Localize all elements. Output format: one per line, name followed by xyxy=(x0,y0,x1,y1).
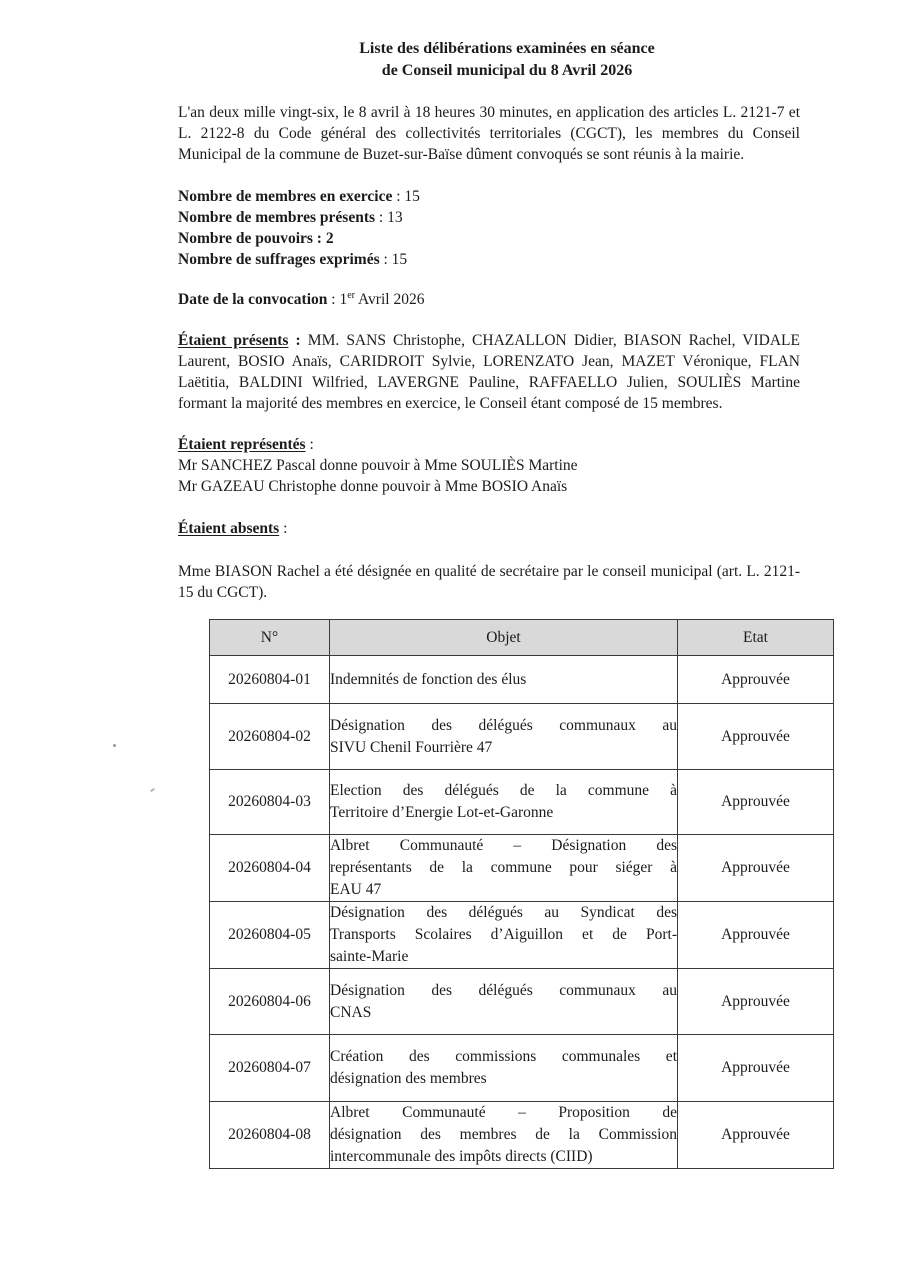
objet-line: Election des délégués de la commune à xyxy=(330,782,677,799)
objet-line: Transports Scolaires d’Aiguillon et de Port- xyxy=(330,926,677,943)
table-cell-etat: Approuvée xyxy=(678,770,834,835)
table-row xyxy=(210,704,834,770)
table-cell-etat: Approuvée xyxy=(678,969,834,1035)
table-row xyxy=(210,656,834,704)
table-cell-etat: Approuvée xyxy=(678,656,834,704)
table-row xyxy=(210,969,834,1035)
table-cell-objet xyxy=(330,1102,678,1169)
table-cell-num: 20260804-02 xyxy=(210,704,330,770)
count-label: Nombre de suffrages exprimés xyxy=(178,251,380,268)
count-pouvoirs xyxy=(178,228,800,249)
table-cell-etat: Approuvée xyxy=(678,704,834,770)
table-cell-objet xyxy=(330,704,678,770)
scan-speck xyxy=(113,744,116,747)
convocation-day: 1 xyxy=(339,291,348,308)
intro-paragraph: L'an deux mille vingt-six, le 8 avril à 18 heures 30 minutes, en application des articles L. 2121-7 et L. 2122-8 du Code général des collectivités territoriales (CGCT), les membres du Conseil Municipal de la commune de Buzet-sur-Baïse dûment convoqués se sont réunis à la mairie. xyxy=(178,104,800,163)
table-cell-objet xyxy=(330,770,678,835)
table-cell-num: 20260804-03 xyxy=(210,770,330,835)
table-cell-num: 20260804-07 xyxy=(210,1035,330,1102)
presents-text: MM. SANS Christophe, CHAZALLON Didier, BIASON Rachel, VIDALE Laurent, BOSIO Anaïs, CARIDROIT Sylvie, LORENZATO Jean, MAZET Véronique, FLAN Laëtitia, BALDINI Wilfried, LAVERGNE Pauline, RAFFAELLO Julien, SOULIÈS Martine formant la majorité des membres en exercice, le Conseil étant composé de 15 membres. xyxy=(178,332,800,412)
represented-heading: Étaient représentés xyxy=(178,436,306,453)
absents-separator: : xyxy=(279,520,288,537)
objet-line: représentants de la commune pour siéger à xyxy=(330,859,677,876)
table-cell-num: 20260804-08 xyxy=(210,1102,330,1169)
objet-line: sainte-Marie xyxy=(330,948,409,965)
member-counts xyxy=(178,186,800,270)
objet-line: Création des commissions communales et xyxy=(330,1048,677,1065)
table-cell-objet xyxy=(330,969,678,1035)
table-cell-objet xyxy=(330,656,678,704)
table-cell-etat: Approuvée xyxy=(678,1035,834,1102)
convocation-day-suffix: er xyxy=(347,289,355,301)
count-separator: : xyxy=(375,209,388,226)
objet-line: Albret Communauté – Proposition de xyxy=(330,1104,677,1121)
presents-paragraph xyxy=(178,330,800,414)
table-cell-num: 20260804-04 xyxy=(210,835,330,902)
table-cell-etat: Approuvée xyxy=(678,1102,834,1169)
count-separator: : xyxy=(379,251,392,268)
table-row xyxy=(210,835,834,902)
table-row xyxy=(210,770,834,835)
objet-line: Territoire d’Energie Lot-et-Garonne xyxy=(330,804,554,821)
table-header-objet: Objet xyxy=(330,620,678,656)
table-row xyxy=(210,1102,834,1169)
document-title-line1: Liste des délibérations examinées en séance xyxy=(359,40,655,57)
deliberations-table xyxy=(209,619,834,1169)
presents-separator: : xyxy=(288,332,308,349)
table-header-num: N° xyxy=(210,620,330,656)
represented-separator: : xyxy=(305,436,314,453)
table-cell-num: 20260804-05 xyxy=(210,902,330,969)
objet-line: intercommunale des impôts directs (CIID) xyxy=(330,1148,593,1165)
count-label: Nombre de membres en exercice xyxy=(178,188,393,205)
convocation-separator: : xyxy=(327,291,340,308)
objet-line: Indemnités de fonction des élus xyxy=(330,670,527,688)
count-value: 13 xyxy=(387,209,403,226)
presents-heading: Étaient présents xyxy=(178,332,289,349)
table-cell-etat: Approuvée xyxy=(678,835,834,902)
count-label: Nombre de membres présents xyxy=(178,209,376,226)
count-separator: : xyxy=(392,188,405,205)
table-cell-num: 20260804-06 xyxy=(210,969,330,1035)
objet-line: Désignation des délégués communaux au xyxy=(330,716,677,734)
secretary-paragraph: Mme BIASON Rachel a été désignée en qualité de secrétaire par le conseil municipal (art. L. 2121-15 du CGCT). xyxy=(178,563,800,601)
table-row xyxy=(210,902,834,969)
count-members-exercice xyxy=(178,186,800,207)
objet-line: désignation des membres xyxy=(330,1070,487,1087)
table-header-row xyxy=(210,620,834,656)
count-suffrages xyxy=(178,249,800,270)
document-title-line2: de Conseil municipal du 8 Avril 2026 xyxy=(381,62,633,79)
count-separator: : xyxy=(312,230,326,247)
objet-line: Désignation des délégués au Syndicat des xyxy=(330,904,677,921)
table-cell-etat: Approuvée xyxy=(678,902,834,969)
count-value: 15 xyxy=(391,251,408,268)
table-cell-objet xyxy=(330,835,678,902)
convocation-date xyxy=(178,289,800,310)
convocation-label: Date de la convocation xyxy=(178,291,328,308)
objet-line: Désignation des délégués communaux au xyxy=(330,981,677,999)
represented-heading-line xyxy=(178,434,800,455)
objet-line: EAU 47 xyxy=(330,881,382,898)
objet-line: CNAS xyxy=(330,1003,372,1021)
objet-line: SIVU Chenil Fourrière 47 xyxy=(330,738,493,756)
document-title xyxy=(196,38,818,82)
represented-line: Mr GAZEAU Christophe donne pouvoir à Mme BOSIO Anaïs xyxy=(178,478,568,495)
represented-line: Mr SANCHEZ Pascal donne pouvoir à Mme SOULIÈS Martine xyxy=(178,457,578,474)
count-members-presents xyxy=(178,207,800,228)
table-cell-num: 20260804-01 xyxy=(210,656,330,704)
absents-heading: Étaient absents xyxy=(178,520,280,537)
represented-section xyxy=(178,434,800,497)
table-row xyxy=(210,1035,834,1102)
count-value: 15 xyxy=(404,188,420,205)
convocation-rest: Avril 2026 xyxy=(354,291,425,308)
absents-section xyxy=(178,518,800,539)
count-value: 2 xyxy=(325,230,334,247)
objet-line: Albret Communauté – Désignation des xyxy=(330,837,677,854)
count-label: Nombre de pouvoirs xyxy=(178,230,313,247)
table-cell-objet xyxy=(330,1035,678,1102)
table-cell-objet xyxy=(330,902,678,969)
table-header-etat: Etat xyxy=(678,620,834,656)
objet-line: désignation des membres de la Commission xyxy=(330,1126,677,1143)
